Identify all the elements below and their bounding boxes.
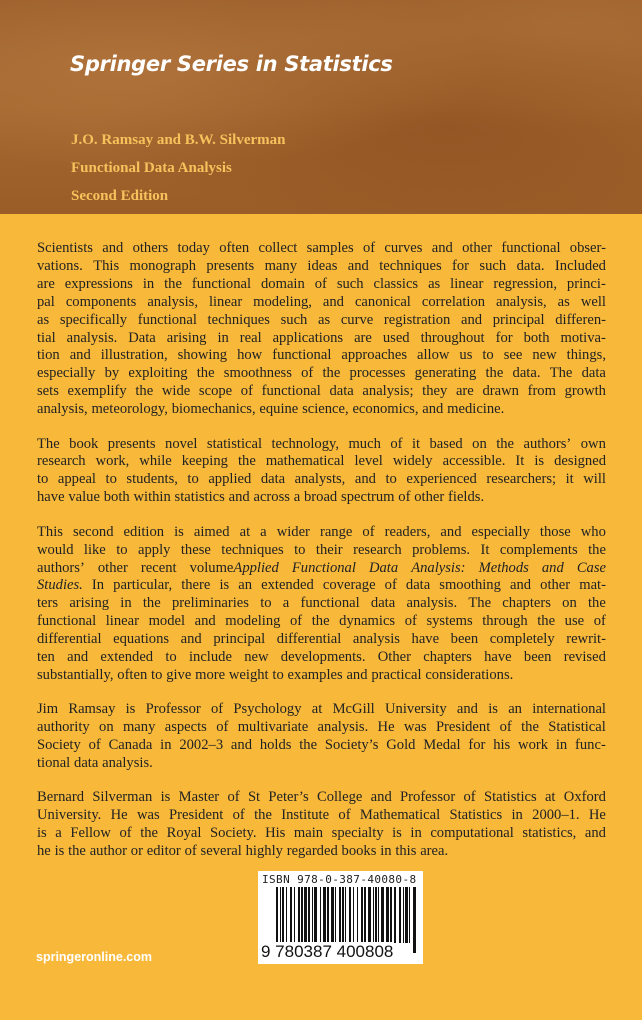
text-line: sets exemplify the wide scope of functional data analysis; they are drawn from growth	[37, 383, 606, 400]
barcode-bar	[361, 887, 363, 943]
barcode-bar	[304, 887, 307, 943]
barcode-bar	[320, 887, 321, 943]
text-line: Jim Ramsay is Professor of Psychology at McGill University and is an international	[37, 701, 606, 718]
barcode-bar	[314, 887, 317, 943]
authors: J.O. Ramsay and B.W. Silverman	[71, 132, 286, 148]
isbn-barcode	[258, 871, 423, 964]
text-line: authority on many aspects of multivariate analysis. He was President of the Statistical	[37, 719, 606, 736]
cover-header	[0, 0, 642, 214]
text-line: authors’ other recent volumeApplied Functional Data Analysis: Methods and Case	[37, 559, 606, 576]
barcode-bar	[335, 887, 336, 943]
text-line: vations. This monograph presents many ideas and techniques for such data. Included	[37, 257, 606, 274]
text-line: as specifically functional techniques such as curve registration and principal differen-	[37, 311, 606, 328]
barcode-bar	[364, 887, 366, 943]
barcode-bar	[373, 887, 374, 943]
text-line: Bernard Silverman is Master of St Peter’s College and Professor of Statistics at Oxford	[37, 789, 606, 806]
barcode-bar	[301, 887, 303, 943]
book-title: Functional Data Analysis	[71, 160, 232, 176]
barcode-bar	[399, 887, 401, 943]
text-line: pal components analysis, linear modeling, and canonical correlation analysis, as well	[37, 293, 606, 310]
barcode-bar	[386, 887, 389, 943]
barcode-bars	[276, 887, 416, 949]
text-line: functional linear model and modeling of the dynamics of systems through the use of	[37, 613, 606, 630]
text-line: are expressions in the functional domain of such classics as linear regression, princi-	[37, 275, 606, 292]
text-line: analysis, meteorology, biomechanics, equine science, economics, and medicine.	[37, 401, 505, 418]
text-line: tial analysis. Data arising in real applications are used throughout for both motiva-	[37, 329, 606, 346]
paragraph	[37, 240, 606, 419]
text-line: differential equations and principal differential analysis have been completely rewrit-	[37, 631, 606, 648]
edition: Second Edition	[71, 188, 169, 204]
barcode-bar	[405, 887, 408, 943]
text-line: would like to apply these techniques to their research problems. It complements the	[37, 541, 606, 558]
barcode-bar	[290, 887, 292, 943]
text-line: ters arising in the preliminaries to a functional data analysis. The chapters on the	[37, 595, 606, 612]
text-line: substantially, often to give more weight to examples and practical considerations.	[37, 666, 514, 683]
text-line: University. He was President of the Institute of Mathematical Statistics in 2000–1. He	[37, 807, 606, 824]
barcode-bar	[298, 887, 300, 943]
barcode-bar	[378, 887, 379, 943]
text-line: Society of Canada in 2002–3 and holds the Society’s Gold Medal for his work in func-	[37, 737, 606, 754]
text-line: tion and illustration, showing how functional approaches allow us to see new things,	[37, 347, 606, 364]
text-line: ten and extended to include new developments. Other chapters have been revised	[37, 649, 606, 666]
text-line: especially by exploiting the smoothness of the processes generating the data. The data	[37, 365, 606, 382]
barcode-digits-text: 9 780387 400808	[261, 942, 394, 961]
barcode-bar	[409, 887, 410, 943]
barcode-bar	[368, 887, 371, 943]
barcode-bar	[353, 887, 354, 943]
publisher-url: springeronline.com	[36, 950, 152, 964]
blurb-text	[37, 240, 606, 878]
paragraph	[37, 524, 606, 685]
text-line: research work, while keeping the mathematical level widely accessible. It is designed	[37, 453, 606, 470]
barcode-bar	[342, 887, 344, 943]
series-title: Springer Series in Statistics	[70, 52, 393, 76]
barcode-bar	[339, 887, 341, 943]
text-line: he is the author or editor of several highly regarded books in this area.	[37, 843, 449, 860]
barcode-digits	[261, 942, 393, 962]
text-line: is a Fellow of the Royal Society. His main specialty is in computational statistics, and	[37, 825, 606, 842]
text-line: to appeal to students, to applied data analysts, and to experienced researchers; it will	[37, 471, 606, 488]
paragraph	[37, 789, 606, 861]
barcode-bar	[312, 887, 313, 943]
barcode-bar	[327, 887, 329, 943]
text-line: have value both within statistics and across a broad spectrum of other fields.	[37, 489, 485, 506]
barcode-bar	[390, 887, 392, 943]
barcode-bar	[280, 887, 281, 943]
barcode-bar	[331, 887, 334, 943]
barcode-bar	[294, 887, 295, 943]
text-line: Scientists and others today often collect samples of curves and other functional obser-	[37, 240, 606, 256]
text-line: Studies. In particular, there is an extended coverage of data smoothing and other mat-	[37, 577, 606, 594]
text-line: The book presents novel statistical technology, much of it based on the authors’ own	[37, 435, 606, 452]
barcode-bar	[375, 887, 377, 943]
barcode-bar	[349, 887, 351, 943]
isbn-label: ISBN 978-0-387-40080-8	[262, 873, 417, 886]
barcode-bar	[394, 887, 396, 943]
barcode-bar	[357, 887, 358, 943]
text-line: tional data analysis.	[37, 755, 153, 772]
barcode-bar	[323, 887, 326, 943]
paragraph	[37, 436, 606, 508]
barcode-bar	[286, 887, 287, 943]
paragraph	[37, 701, 606, 773]
barcode-bar	[381, 887, 384, 943]
barcode-bar	[282, 887, 284, 943]
barcode-bar	[403, 887, 404, 943]
barcode-bar	[308, 887, 310, 943]
text-line: This second edition is aimed at a wider range of readers, and especially those who	[37, 523, 606, 540]
barcode-bar	[413, 887, 416, 953]
